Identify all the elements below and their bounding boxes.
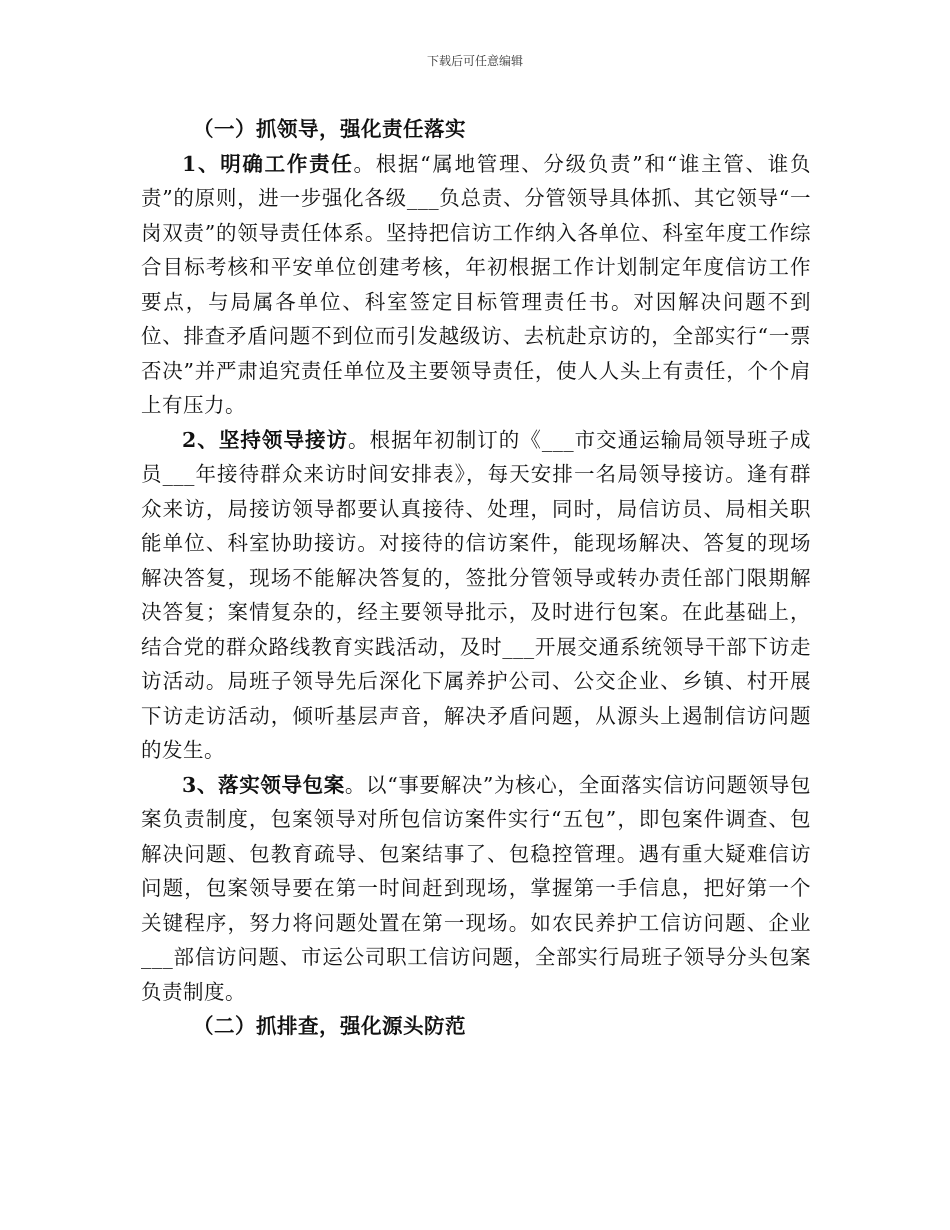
- paragraph-3-text: 。以“事要解决”为核心，全面落实信访问题领导包案负责制度，包案领导对所包信访案件实行“五包”，即包案件调查、包解决问题、包教育疏导、包案结事了、包稳控管理。遇有重大疑难信访问题，包案领导要在第一时间赶到现场，掌握第一手信息，把好第一个关键程序，努力将问题处置在第一现场。如农民养护工信访问题、企业___部信访问题、市运公司职工信访问题，全部实行局班子领导分头包案负责制度。: [141, 772, 811, 1004]
- paragraph-3-lead: 3、落实领导包案: [182, 772, 345, 797]
- section-heading-1: （一）抓领导，强化责任落实: [193, 117, 466, 141]
- page-header-note: 下载后可任意编辑: [426, 54, 523, 68]
- paragraph-1: [141, 147, 811, 423]
- section-heading-2: （二）抓排查，强化源头防范: [193, 1014, 466, 1038]
- paragraph-2-text: 。根据年初制订的《___市交通运输局领导班子成员___年接待群众来访时间安排表》，每天安排一名局领导接访。逢有群众来访，局接访领导都要认真接待、处理，同时，局信访员、局相关职能单位、科室协助接访。对接待的信访案件，能现场解决、答复的现场解决答复，现场不能解决答复的，签批分管领导或转办责任部门限期解决答复；案情复杂的，经主要领导批示，及时进行包案。在此基础上，结合党的群众路线教育实践活动，及时___开展交通系统领导干部下访走访活动。局班子领导先后深化下属养护公司、公交企业、乡镇、村开展下访走访活动，倾听基层声音，解决矛盾问题，从源头上遏制信访问题的发生。: [141, 427, 811, 762]
- paragraph-1-lead: 1、明确工作责任: [182, 151, 354, 176]
- paragraph-2-lead: 2、坚持领导接访: [182, 427, 349, 452]
- paragraph-1-text: 。根据“属地管理、分级负责”和“谁主管、谁负责”的原则，进一步强化各级___负总责、分管领导具体抓、其它领导“一岗双责”的领导责任体系。坚持把信访工作纳入各单位、科室年度工作综合目标考核和平安单位创建考核，年初根据工作计划制定年度信访工作要点，与局属各单位、科室签定目标管理责任书。对因解决问题不到位、排查矛盾问题不到位而引发越级访、去杭赴京访的，全部实行“一票否决”并严肃追究责任单位及主要领导责任，使人人头上有责任，个个肩上有压力。: [141, 151, 811, 417]
- paragraph-3: [141, 768, 811, 1010]
- document-body: [141, 112, 811, 1044]
- paragraph-2: [141, 423, 811, 768]
